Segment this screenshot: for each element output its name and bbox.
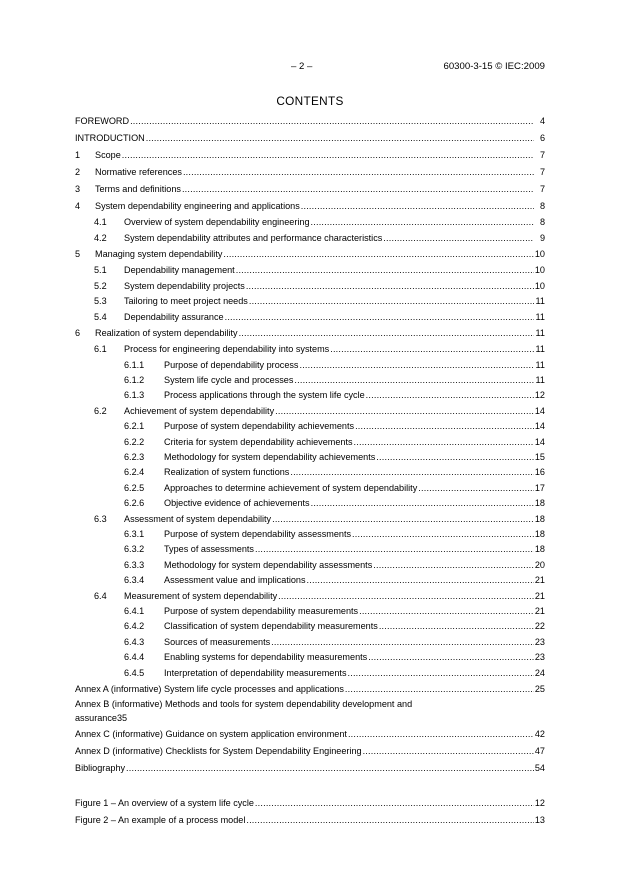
toc-entry-page: 4 <box>539 116 545 126</box>
toc-entry[interactable] <box>75 481 545 496</box>
dot-leader <box>366 388 534 403</box>
toc-entry-page: 14 <box>534 421 545 432</box>
toc-entry-title: INTRODUCTION <box>75 133 145 143</box>
toc-entry[interactable] <box>75 113 545 130</box>
toc-entry-title: Purpose of system dependability measurements <box>164 606 359 617</box>
toc-entry-number: 6.2.5 <box>124 482 145 493</box>
toc-entry[interactable] <box>75 181 545 198</box>
toc-entry-page: 14 <box>534 436 545 447</box>
toc-entry-page: 9 <box>539 232 545 243</box>
toc-entry[interactable] <box>75 419 545 434</box>
section-gap <box>75 777 545 795</box>
toc-entry-number: 6.1.3 <box>124 390 145 401</box>
toc-entry[interactable] <box>75 760 545 777</box>
toc-entry-title: Classification of system dependability measurements <box>164 621 378 632</box>
dot-leader <box>272 512 534 528</box>
toc-entry[interactable] <box>75 279 545 295</box>
toc-entry-title: Methodology for system dependability assessments <box>164 559 373 570</box>
toc-entry-title: Annex D (informative) Checklists for System Dependability Engineering <box>75 746 362 757</box>
toc-entry-title: Interpretation of dependability measurements <box>164 667 347 678</box>
figure-list-entry[interactable] <box>75 795 545 812</box>
toc-entry[interactable] <box>75 635 545 650</box>
toc-entry-title: System dependability projects <box>124 280 245 291</box>
toc-entry-title: Enabling systems for dependability measurements <box>164 652 368 663</box>
toc-entry[interactable] <box>75 527 545 542</box>
dot-leader <box>348 666 534 681</box>
toc-entry-title: Annex B (informative) Methods and tools for system dependability development and <box>75 699 413 710</box>
dot-leader <box>368 650 534 665</box>
toc-entry-page: 15 <box>534 451 545 462</box>
toc-entry[interactable] <box>75 666 545 681</box>
toc-entry[interactable] <box>75 573 545 588</box>
toc-entry-title: Purpose of system dependability achievements <box>164 421 355 432</box>
dot-leader <box>345 681 534 698</box>
dot-leader <box>294 373 534 388</box>
figure-title: Figure 2 – An example of a process model <box>75 815 246 826</box>
dot-leader <box>355 419 534 434</box>
toc-entry[interactable] <box>75 496 545 511</box>
toc-entry[interactable] <box>75 373 545 388</box>
toc-entry-title: Realization of system dependability <box>95 328 238 338</box>
toc-entry-page: 25 <box>534 684 545 695</box>
dot-leader <box>383 231 534 247</box>
toc-entry-title: Sources of measurements <box>164 636 271 647</box>
dot-leader <box>311 215 534 231</box>
toc-entry-title: Bibliography <box>75 763 126 774</box>
toc-entry-title: Annex A (informative) System life cycle processes and applications <box>75 684 344 695</box>
toc-entry-page: 18 <box>534 529 545 540</box>
toc-entry-title: Dependability assurance <box>124 311 224 322</box>
toc-entry-title: Measurement of system dependability <box>124 590 278 601</box>
toc-entry-page: 16 <box>534 467 545 478</box>
toc-entry-number: 5.3 <box>94 296 107 306</box>
toc-entry-title: Terms and definitions <box>95 184 181 194</box>
toc-entry[interactable] <box>75 215 545 231</box>
toc-entry-title: System dependability attributes and performance characteristics <box>124 232 383 243</box>
toc-entry[interactable] <box>75 619 545 634</box>
toc-entry-page: 14 <box>534 405 545 416</box>
dot-leader <box>330 342 534 358</box>
dot-leader <box>359 604 534 619</box>
toc-entry-title: Objective evidence of achievements <box>164 498 310 509</box>
dot-leader <box>249 294 534 310</box>
toc-entry[interactable] <box>75 130 545 147</box>
toc-entry-title: Purpose of system dependability assessments <box>164 529 352 540</box>
page-header <box>0 61 620 75</box>
toc-entry-number: 4.1 <box>94 217 107 227</box>
contents-title: CONTENTS <box>276 94 344 108</box>
toc-entry-page: 7 <box>539 184 545 194</box>
toc-entry[interactable] <box>75 164 545 181</box>
toc-entry-number: 6 <box>75 328 81 338</box>
dot-leader <box>223 246 533 263</box>
toc-entry-number: 4.2 <box>94 232 107 243</box>
toc-entry-title: Assessment value and implications <box>164 575 306 586</box>
dot-leader <box>183 164 534 181</box>
toc-entry-number: 6.4.5 <box>124 667 145 678</box>
toc-entry-page: 47 <box>534 746 545 757</box>
dot-leader <box>376 450 534 465</box>
toc-entry-number: 6.4.4 <box>124 652 145 663</box>
toc-entry[interactable] <box>75 263 545 279</box>
toc-entry-page: 11 <box>535 374 545 385</box>
toc-entry-number: 6.3.2 <box>124 544 145 555</box>
toc-entry[interactable] <box>75 604 545 619</box>
toc-entry[interactable] <box>75 650 545 665</box>
toc-entry-page: 10 <box>534 265 545 275</box>
figure-page: 13 <box>534 815 545 826</box>
toc-entry-page: 11 <box>535 328 545 338</box>
toc-entry-page: 6 <box>539 133 545 143</box>
toc-entry-title: Process applications through the system life cycle <box>164 390 365 401</box>
toc-entry-title: Achievement of system dependability <box>124 405 275 416</box>
toc-entry-number: 5.4 <box>94 311 107 322</box>
toc-entry-title: Process for engineering dependability into systems <box>124 344 330 354</box>
toc-entry-page: 21 <box>534 606 545 617</box>
toc-entry-number: 5.2 <box>94 280 107 291</box>
toc-entry-title: Annex C (informative) Guidance on system application environment <box>75 729 347 740</box>
toc-entry-page: 42 <box>534 729 545 740</box>
toc-entry-number: 6.1.2 <box>124 374 145 385</box>
toc-entry-number: 6.2.2 <box>124 436 145 447</box>
toc-entry-number: 6.2.6 <box>124 498 145 509</box>
dot-leader <box>354 435 534 450</box>
toc-entry-number: 6.2.1 <box>124 421 145 432</box>
dot-leader <box>122 147 534 164</box>
toc-entry-page: 7 <box>539 167 545 177</box>
toc-entry[interactable] <box>75 542 545 557</box>
toc-entry-number: 1 <box>75 150 81 160</box>
toc-entry-title: FOREWORD <box>75 116 130 126</box>
toc-entry[interactable] <box>75 512 545 528</box>
toc-entry-page: 10 <box>534 280 545 291</box>
toc-entry-page: 11 <box>535 296 545 306</box>
toc-entry-number: 6.3.1 <box>124 529 145 540</box>
toc-entry-page: 18 <box>534 513 545 524</box>
toc-entry[interactable] <box>75 388 545 403</box>
table-of-contents <box>75 113 545 829</box>
toc-entry-continuation-line <box>75 711 545 726</box>
dot-leader <box>126 760 534 777</box>
dot-leader <box>311 496 534 511</box>
toc-entry[interactable] <box>75 743 545 760</box>
toc-entry-page: 35 <box>116 713 128 724</box>
toc-entry-number: 4 <box>75 201 81 211</box>
dot-leader <box>418 481 534 496</box>
toc-entry-page: 24 <box>534 667 545 678</box>
toc-entry-page: 11 <box>535 311 545 322</box>
toc-entry-page: 23 <box>534 652 545 663</box>
toc-entry-title: Criteria for system dependability achievements <box>164 436 353 447</box>
dot-leader <box>307 573 534 588</box>
toc-entry[interactable] <box>75 726 545 743</box>
toc-entry-number: 6.1 <box>94 344 107 354</box>
figure-list-entry[interactable] <box>75 812 545 829</box>
dot-leader <box>236 263 534 279</box>
toc-entry[interactable] <box>75 325 545 342</box>
toc-entry-number: 6.2.3 <box>124 451 145 462</box>
toc-entry[interactable] <box>75 404 545 420</box>
toc-entry-page: 17 <box>534 482 545 493</box>
dot-leader <box>225 310 534 326</box>
document-id: 60300-3-15 © IEC:2009 <box>443 61 545 72</box>
toc-entry-title: Normative references <box>95 167 182 177</box>
toc-entry-title: Approaches to determine achievement of system dependability <box>164 482 418 493</box>
dot-leader <box>348 726 534 743</box>
toc-entry-page: 54 <box>534 763 545 774</box>
toc-entry-title: Tailoring to meet project needs <box>124 296 248 306</box>
toc-entry-number: 6.3 <box>94 513 107 524</box>
toc-entry-number: 3 <box>75 184 81 194</box>
toc-entry-title: Scope <box>95 150 121 160</box>
toc-entry-page: 22 <box>534 621 545 632</box>
dot-leader <box>271 635 534 650</box>
toc-entry[interactable] <box>75 310 545 326</box>
toc-entry[interactable] <box>75 246 545 263</box>
dot-leader <box>299 358 534 373</box>
toc-entry-page: 18 <box>534 498 545 509</box>
toc-entry[interactable] <box>75 294 545 310</box>
toc-entry[interactable] <box>75 450 545 465</box>
toc-entry[interactable] <box>75 681 545 698</box>
toc-entry[interactable] <box>75 465 545 480</box>
toc-entry-page: 21 <box>534 575 545 586</box>
dot-leader <box>255 542 534 557</box>
dot-leader <box>130 113 534 130</box>
page-number: – 2 – <box>291 61 313 72</box>
dot-leader <box>255 795 534 812</box>
toc-entry-title: Overview of system dependability engineering <box>124 217 310 227</box>
dot-leader <box>182 181 534 198</box>
toc-entry-number: 6.1.1 <box>124 359 145 370</box>
toc-entry-number: 2 <box>75 167 81 177</box>
toc-entry-page: 21 <box>534 590 545 601</box>
toc-entry-page: 18 <box>534 544 545 555</box>
toc-entry-number: 6.3.3 <box>124 559 145 570</box>
toc-entry[interactable] <box>75 698 545 726</box>
dot-leader <box>290 465 534 480</box>
toc-entry-number: 6.4.1 <box>124 606 145 617</box>
toc-entry-page: 8 <box>539 217 545 227</box>
toc-entry-number: 6.2.4 <box>124 467 145 478</box>
dot-leader <box>246 812 534 829</box>
toc-entry-page: 8 <box>539 201 545 211</box>
toc-entry-page: 11 <box>535 344 545 354</box>
toc-entry-page: 20 <box>534 559 545 570</box>
toc-entry-number: 6.2 <box>94 405 107 416</box>
toc-entry-number: 5 <box>75 249 81 259</box>
toc-entry-page: 10 <box>534 249 545 259</box>
toc-entry-title: Purpose of dependability process <box>164 359 299 370</box>
toc-entry-page: 12 <box>534 390 545 401</box>
toc-entry-number: 6.4 <box>94 590 107 601</box>
toc-entry[interactable] <box>75 342 545 358</box>
toc-entry[interactable] <box>75 147 545 164</box>
toc-entry[interactable] <box>75 358 545 373</box>
toc-entry-title-continuation: assurance <box>75 713 117 724</box>
toc-entry[interactable] <box>75 589 545 605</box>
toc-entry-title: Assessment of system dependability <box>124 513 272 524</box>
toc-entry-number: 6.3.4 <box>124 575 145 586</box>
toc-entry[interactable] <box>75 558 545 573</box>
dot-leader <box>363 743 534 760</box>
toc-entry-number: 6.4.2 <box>124 621 145 632</box>
toc-entry-title: Types of assessments <box>164 544 254 555</box>
dot-leader <box>146 130 534 147</box>
figure-page: 12 <box>534 798 545 809</box>
toc-entry-number: 6.4.3 <box>124 636 145 647</box>
dot-leader <box>352 527 534 542</box>
toc-entry[interactable] <box>75 231 545 247</box>
toc-entry-title: Dependability management <box>124 265 235 275</box>
dot-leader <box>301 198 534 215</box>
toc-entry-title: Managing system dependability <box>95 249 223 259</box>
toc-entry[interactable] <box>75 435 545 450</box>
toc-entry-title: Methodology for system dependability achievements <box>164 451 376 462</box>
toc-entry-page: 11 <box>535 359 545 370</box>
figure-title: Figure 1 – An overview of a system life cycle <box>75 798 254 809</box>
toc-entry-page: 7 <box>539 150 545 160</box>
toc-entry-title: System dependability engineering and applications <box>95 201 300 211</box>
toc-entry-title: System life cycle and processes <box>164 374 294 385</box>
dot-leader <box>275 404 534 420</box>
dot-leader <box>373 558 534 573</box>
toc-entry[interactable] <box>75 198 545 215</box>
dot-leader <box>278 589 534 605</box>
dot-leader <box>239 325 534 342</box>
dot-leader <box>379 619 534 634</box>
toc-entry-page: 23 <box>534 636 545 647</box>
toc-entry-number: 5.1 <box>94 265 107 275</box>
dot-leader <box>246 279 534 295</box>
toc-entry-title: Realization of system functions <box>164 467 290 478</box>
